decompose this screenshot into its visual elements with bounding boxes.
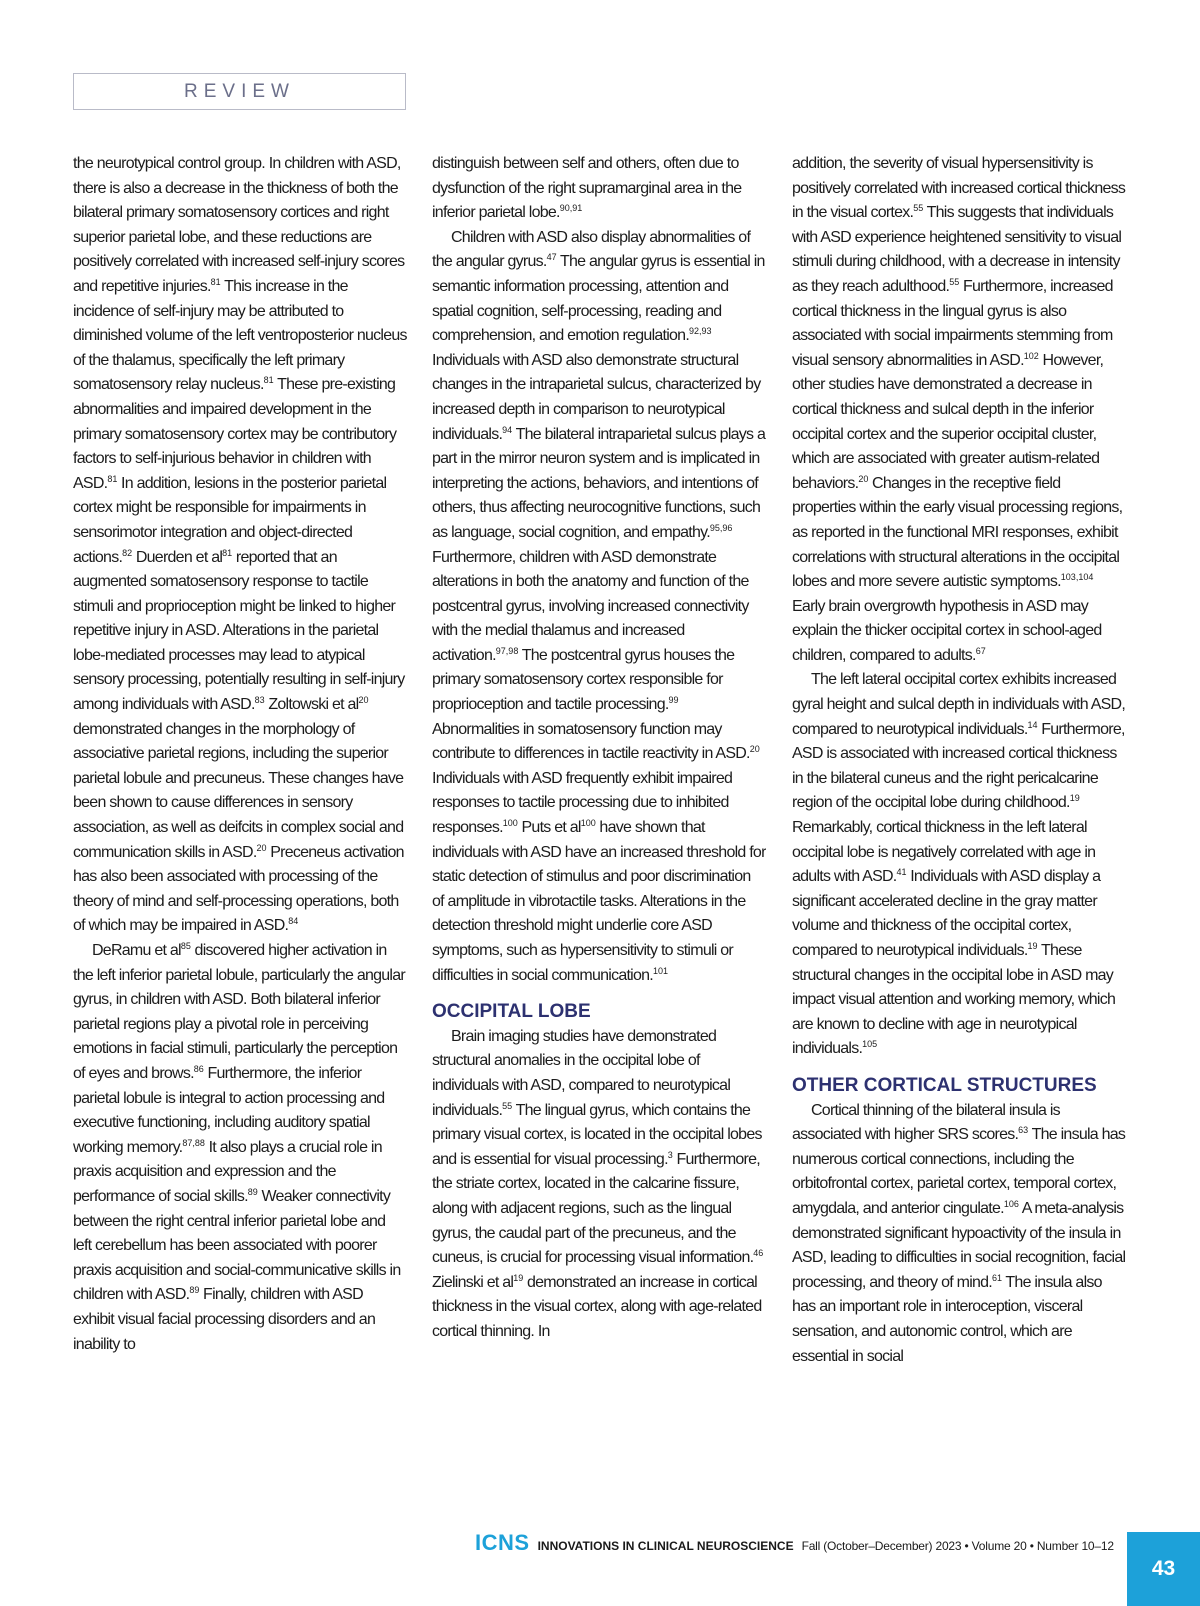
citation-ref: 55 xyxy=(502,1100,513,1111)
citation-ref: 19 xyxy=(1069,793,1080,804)
paragraph-text: Zoltowski et al xyxy=(264,696,359,714)
journal-name: INNOVATIONS IN CLINICAL NEUROSCIENCE xyxy=(537,1539,794,1553)
paragraph-text: A meta-analysis demonstrated significant hypoactivity of the insula in ASD, leading to difficulties in social recognition, facial processing, and theory of mind. xyxy=(792,1199,1126,1291)
citation-ref: 100 xyxy=(502,818,518,829)
paragraph-text: Changes in the receptive field properties within the early visual processing regions, as reported in the functional MRI responses, exhibit correlations with structural alterations in the occipital lobes and more severe autistic symptoms. xyxy=(792,474,1123,591)
paragraph-text: have shown that individuals with ASD have an increased threshold for static detection of stimulus and poor discrimination of amplitude in vibrotactile tasks. Alterations in the detection threshold might underlie core ASD symptoms, such as hypersensitivity to stimuli or difficulties in social communication. xyxy=(432,819,766,984)
paragraph-text: Brain imaging studies have demonstrated structural anomalies in the occipital lobe of individuals with ASD, compared to neurotypical individuals. xyxy=(432,1027,731,1119)
page-number-box xyxy=(1127,1532,1200,1606)
paragraph-text: Furthermore, children with ASD demonstrate alterations in both the anatomy and function of the postcentral gyrus, involving increased connectivity with the medial thalamus and increased activation. xyxy=(432,548,749,664)
paragraph-text: distinguish between self and others, often due to dysfunction of the right supramarginal area in the inferior parietal lobe. xyxy=(432,155,742,222)
paragraph-text: The lingual gyrus, which contains the primary visual cortex, is located in the occipital lobes and is essential for visual processing. xyxy=(432,1101,762,1168)
citation-ref: 89 xyxy=(247,1186,258,1197)
citation-ref: 41 xyxy=(896,867,907,878)
citation-ref: 20 xyxy=(858,473,869,484)
citation-ref: 85 xyxy=(180,941,191,951)
paragraph-text: The postcentral gyrus houses the primary somatosensory cortex responsible for proprioception and tactile processing. xyxy=(432,646,735,714)
citation-ref: 46 xyxy=(753,1248,764,1259)
paragraph-text: Early brain overgrowth hypothesis in ASD may explain the thicker occipital cortex in school-aged children, compared to adults. xyxy=(792,597,1102,664)
page-number: 43 xyxy=(1151,1557,1176,1580)
page-footer xyxy=(475,1530,1114,1556)
citation-ref: 106 xyxy=(1003,1198,1019,1209)
paragraph-text: This suggests that individuals with ASD experience heightened sensitivity to visual stimuli during childhood, with a decrease in intensity as they reach adulthood. xyxy=(792,204,1122,295)
paragraph-text: Remarkably, cortical thickness in the left lateral occipital lobe is negatively correlated with age in adults with ASD. xyxy=(792,819,1096,886)
section-label: REVIEW xyxy=(184,80,295,102)
paragraph-text: Furthermore, the striate cortex, located in the calcarine fissure, along with adjacent regions, such as the lingual gyrus, the caudal part of the precuneus, and the cuneus, is crucial for processing visual information. xyxy=(432,1150,760,1267)
citation-ref: 82 xyxy=(122,547,133,558)
citation-ref: 20 xyxy=(358,695,369,706)
citation-ref: 97,98 xyxy=(495,645,519,656)
citation-ref: 3 xyxy=(667,1149,673,1160)
paragraph-text: Individuals with ASD display a significant accelerated decline in the gray matter volume and thickness of the occipital cortex, compared to neurotypical individuals. xyxy=(792,868,1101,959)
paragraph-text: Puts et al xyxy=(517,819,581,837)
citation-ref: 86 xyxy=(193,1063,204,1074)
paragraph-text: However, other studies have demonstrated a decrease in cortical thickness and sulcal depth in the inferior occipital cortex and the superior occipital cluster, which are associated with greater autism-related behaviors. xyxy=(792,351,1104,492)
paragraph xyxy=(792,152,1126,668)
paragraph-text: Finally, children with ASD exhibit visual facial processing disorders and an inability to xyxy=(73,1286,376,1353)
paragraph xyxy=(73,152,407,939)
paragraph-text: The bilateral intraparietal sulcus plays a part in the mirror neuron system and is implicated in interpreting the actions, behaviors, and intentions of others, thus affecting neurocognitive functions, such as language, social cognition, and empathy. xyxy=(432,425,766,541)
citation-ref: 100 xyxy=(580,818,596,829)
paragraph-text: DeRamu et al xyxy=(92,942,181,959)
citation-ref: 83 xyxy=(254,695,265,706)
paragraph-text: Individuals with ASD also demonstrate structural changes in the intraparietal sulcus, characterized by increased depth in comparison to neurotypical individuals. xyxy=(432,351,761,443)
paragraph-text: The insula has numerous cortical connections, including the orbitofrontal cortex, parietal cortex, temporal cortex, amygdala, and anterior cingulate. xyxy=(792,1126,1126,1217)
citation-ref: 63 xyxy=(1018,1125,1029,1136)
paragraph-text: Duerden et al xyxy=(132,548,223,566)
text-column-2 xyxy=(432,152,766,1482)
paragraph-text: Furthermore, increased cortical thickness in the lingual gyrus is also associated with social impairments stemming from visual sensory abnormalities in ASD. xyxy=(792,277,1113,369)
paragraph-text: These pre-existing abnormalities and impaired development in the primary somatosensory cortex may be contributory factors to self-injurious behavior in children with ASD. xyxy=(73,376,397,492)
citation-ref: 19 xyxy=(513,1272,524,1283)
section-label-box xyxy=(73,73,406,110)
text-column-1 xyxy=(73,152,407,1482)
paragraph xyxy=(73,939,407,1357)
paragraph-text: In addition, lesions in the posterior parietal cortex might be responsible for impairments in sensorimotor integration and object-directed actions. xyxy=(73,474,387,566)
citation-ref: 20 xyxy=(256,842,267,853)
citation-ref: 47 xyxy=(546,252,557,263)
paragraph-text: demonstrated changes in the morphology of associative parietal regions, including the superior parietal lobule and precuneus. These changes have been shown to cause differences in sensory association, as well as deifcits in complex social and communication skills in ASD. xyxy=(73,720,404,861)
paragraph-text: The angular gyrus is essential in semantic information processing, attention and spatial cognition, self-processing, reading and comprehension, and emotion regulation. xyxy=(432,253,765,345)
paragraph-text: Abnormalities in somatosensory function may contribute to differences in tactile reactivity in ASD. xyxy=(432,720,750,763)
paragraph xyxy=(432,1025,766,1345)
paragraph-text: The left lateral occipital cortex exhibits increased gyral height and sulcal depth in individuals with ASD, compared to neurotypical individuals. xyxy=(792,671,1126,738)
text-column-3 xyxy=(792,152,1126,1482)
citation-ref: 20 xyxy=(749,744,760,755)
paragraph-text: Children with ASD also display abnormalities of the angular gyrus. xyxy=(432,228,751,271)
citation-ref: 61 xyxy=(991,1272,1002,1283)
paragraph-text: addition, the severity of visual hypersensitivity is positively correlated with increased cortical thickness in the visual cortex. xyxy=(792,155,1126,222)
paragraph-text: This increase in the incidence of self-injury may be attributed to diminished volume of the left ventroposterior nucleus of the thalamus, specifically the left primary somatosensory relay nucleus. xyxy=(73,277,407,394)
citation-ref: 81 xyxy=(222,547,233,558)
citation-ref: 19 xyxy=(1027,941,1038,951)
paragraph-text: the neurotypical control group. In children with ASD, there is also a decrease in the thickness of both the bilateral primary somatosensory cortices and right superior parietal lobe, and these reductions are positively correlated with increased self-injury scores and repetitive injuries. xyxy=(73,155,405,295)
citation-ref: 67 xyxy=(975,645,986,656)
citation-ref: 90,91 xyxy=(559,203,583,214)
citation-ref: 89 xyxy=(189,1285,200,1296)
paragraph-text: Preceneus activation has also been associated with processing of the theory of mind and self-processing operations, both of which may be impaired in ASD. xyxy=(73,843,404,935)
paragraph xyxy=(792,1099,1126,1370)
paragraph-text: It also plays a crucial role in praxis acquisition and expression and the performance of social skills. xyxy=(73,1138,382,1205)
paragraph-text: demonstrated an increase in cortical thickness in the visual cortex, along with age-related cortical thinning. In xyxy=(432,1273,762,1340)
citation-ref: 14 xyxy=(1027,719,1038,730)
section-heading: OCCIPITAL LOBE xyxy=(432,1001,591,1023)
paragraph-text: Zielinski et al xyxy=(432,1273,514,1291)
citation-ref: 102 xyxy=(1023,350,1039,361)
citation-ref: 81 xyxy=(263,375,274,386)
paragraph-text: The insula also has an important role in interoception, visceral sensation, and autonomic control, which are essential in social xyxy=(792,1273,1102,1365)
citation-ref: 92,93 xyxy=(689,326,712,337)
paragraph-text: Individuals with ASD frequently exhibit impaired responses to tactile processing due to inhibited responses. xyxy=(432,769,733,837)
citation-ref: 81 xyxy=(210,276,221,287)
citation-ref: 99 xyxy=(668,695,679,706)
paragraph-text: reported that an augmented somatosensory response to tactile stimuli and proprioception might be linked to higher repetitive injury in ASD. Alterations in the parietal lobe-mediated processes may lead to atypical sensory processing, potentially resulting in self-injury among individuals with ASD. xyxy=(73,548,405,714)
citation-ref: 95,96 xyxy=(709,522,733,533)
paragraph-text: Furthermore, the inferior parietal lobule is integral to action processing and executive functioning, including auditory spatial working memory. xyxy=(73,1064,385,1156)
citation-ref: 87,88 xyxy=(182,1137,205,1148)
citation-ref: 94 xyxy=(502,424,513,435)
paragraph xyxy=(432,152,766,226)
paragraph xyxy=(432,226,766,988)
citation-ref: 105 xyxy=(862,1039,878,1050)
citation-ref: 84 xyxy=(288,916,299,927)
citation-ref: 81 xyxy=(107,473,118,484)
paragraph-text: Cortical thinning of the bilateral insula is associated with higher SRS scores. xyxy=(792,1101,1060,1144)
citation-ref: 55 xyxy=(913,203,924,214)
paragraph xyxy=(792,668,1126,1062)
citation-ref: 103,104 xyxy=(1060,572,1094,583)
paragraph-text: Weaker connectivity between the right central inferior parietal lobe and left cerebellum has been associated with poorer praxis acquisition and social-communicative skills in children with ASD. xyxy=(73,1187,401,1304)
paragraph-text: Furthermore, ASD is associated with increased cortical thickness in the bilateral cuneus and the right pericalcarine region of the occipital lobe during childhood. xyxy=(792,720,1125,812)
citation-ref: 101 xyxy=(652,965,668,976)
citation-ref: 55 xyxy=(949,276,960,287)
journal-logo: ICNS xyxy=(475,1530,530,1555)
paragraph-text: discovered higher activation in the left inferior parietal lobule, particularly the angular gyrus, in children with ASD. Both bilateral inferior parietal regions play a pivotal role in perceiving emotions in facial stimuli, particularly the perception of eyes and brows. xyxy=(73,942,405,1082)
paragraph-text: These structural changes in the occipital lobe in ASD may impact visual attention and working memory, which are known to decline with age in neurotypical individuals. xyxy=(792,942,1116,1058)
issue-info: Fall (October–December) 2023 • Volume 20 • Number 10–12 xyxy=(801,1539,1114,1553)
section-heading: OTHER CORTICAL STRUCTURES xyxy=(792,1074,1097,1096)
